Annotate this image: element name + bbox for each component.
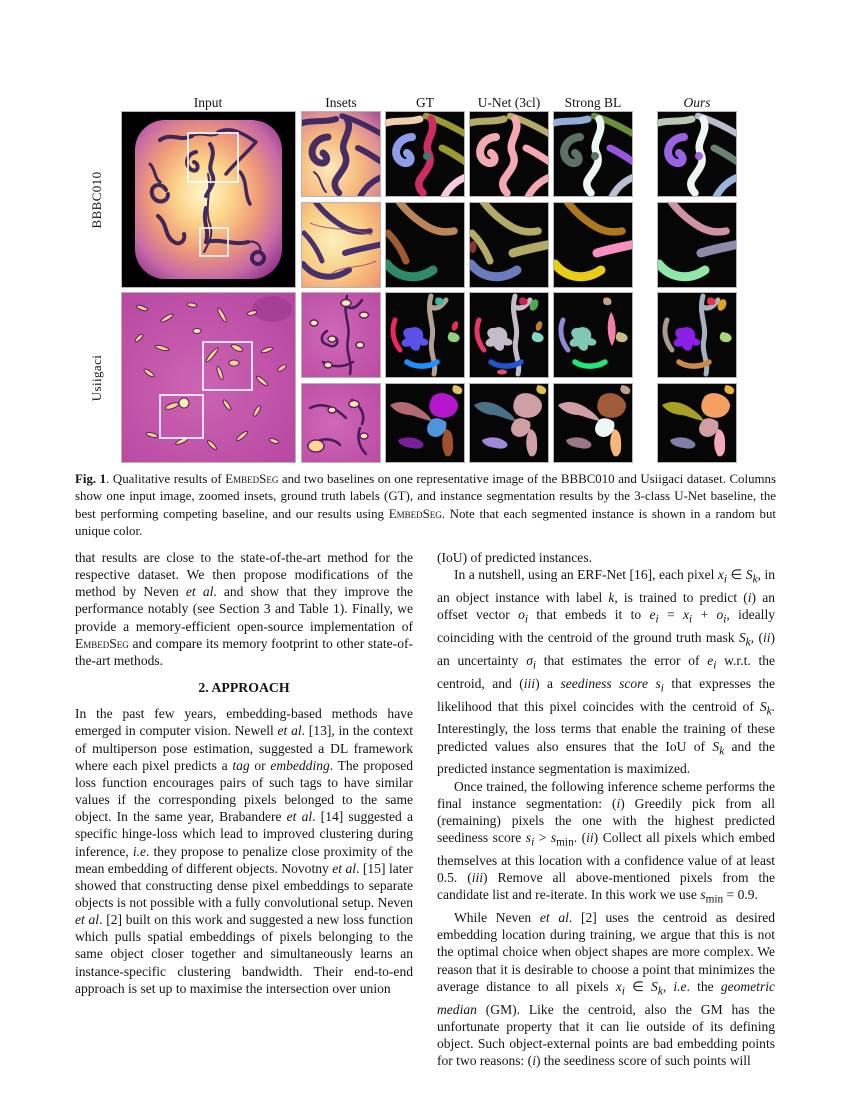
panel-ours-bbbc010-1: [658, 112, 736, 196]
panel-strong-bl-bbbc010-1: [554, 112, 632, 196]
panel-gt-bbbc010-1: [386, 112, 464, 196]
figure-row-label-usiigaci: Usiigaci: [89, 354, 104, 402]
panel-gt-usiigaci-2: [386, 384, 464, 462]
paragraph: (IoU) of predicted instances.: [437, 550, 592, 565]
panel-unet-usiigaci-1: [470, 293, 548, 377]
paragraph: While Neven et al. [2] uses the centroid as desired embedding location during training, we argue that this is not the optimal choice when object shapes are more complex. We reason that it is desirable to choose a point that minimizes the average distance to all pixels $x_i$ ∈ $S_k$, i.e. the geometric median (GM). Like the centroid, also the GM has the unfortunate property that it can lie outside of its defining object. Such object-external points are bad embedding points for two reasons: (i) the seediness score of such points will: [437, 910, 776, 1069]
panel-strong-bl-bbbc010-2: [554, 203, 632, 287]
paragraph: Once trained, the following inference scheme performs the final instance segmentation: (i) Greedily pick from all (remaining) pixels the one with the highest predicted seediness score $s_i > s_{min}$. (ii) Collect all pixels which embed themselves at this location with a confidence value of at least 0.5. (iii) Remove all above-mentioned pixels from the candidate list and re-iterate. In this work we use $s_{min} = 0.9$.: [437, 778, 775, 906]
panel-unet-bbbc010-2: [470, 203, 548, 287]
figure-caption: Fig. 1. Qualitative results of EmbedSeg and two baselines on one representative image of the BBBC010 and Usiigaci dataset. Columns show one input image, zoomed insets, ground truth labels (GT), and instance segmentation results by the 3-class U-Net baseline, the best performing competing baseline, and our results using EmbedSeg. Note that each segmented instance is shown in a random but unique color.: [75, 472, 777, 539]
panel-gt-bbbc010-2: [386, 203, 464, 287]
panel-ours-bbbc010-2: [658, 203, 736, 287]
panel-gt-usiigaci-1: [386, 293, 464, 377]
panel-ours-usiigaci-1: [658, 293, 736, 377]
paragraph: In a nutshell, using an ERF-Net [16], each pixel $x_i$ ∈ $S_k$, in an object instance with label k, is trained to predict (i) an offset vector $o_i$ that embeds it to $e_i = x_i + o_i$, ideally coinciding with the centroid of the ground truth mask $S_k$, (ii) an uncertainty $\sigma_i$ that estimates the error of $e_i$ w.r.t. the centroid, and (iii) a seediness score $s_i$ that expresses the likelihood that this pixel coincides with the centroid of $S_k$. Interestingly, the loss terms that enable the training of these predicted values also ensures that the IoU of $S_k$ and the predicted instance segmentation is maximized.: [437, 567, 776, 777]
inset-image-bbbc010-1: [302, 112, 380, 196]
panel-strong-bl-usiigaci-1: [554, 293, 632, 377]
figure-column-header-strong-bl: Strong BL: [564, 95, 622, 110]
figure-column-header-ours: Ours: [683, 95, 711, 110]
panel-unet-usiigaci-2: [470, 384, 548, 462]
figure-column-header-insets: Insets: [325, 95, 357, 110]
input-image-bbbc010: [122, 112, 295, 287]
paragraph: that results are close to the state-of-the-art method for the respective dataset. We then propose modifications of the method by Neven et al. and show that they improve the performance notably (see Section 3 and Table 1). Finally, we provide a memory-efficient open-source implementation of EmbedSeg and compare its memory footprint to other state-of-the-art methods.: [75, 550, 414, 668]
section-heading-approach: 2. APPROACH: [198, 680, 290, 696]
inset-image-bbbc010-2: [302, 203, 380, 287]
inset-image-usiigaci-1: [302, 293, 380, 377]
left-column: [75, 549, 413, 997]
figure-column-header-unet: U-Net (3cl): [477, 95, 541, 110]
figure-column-header-input: Input: [193, 95, 223, 110]
panel-ours-usiigaci-2: [658, 384, 736, 462]
right-column: [437, 549, 775, 1069]
paragraph: In the past few years, embedding-based methods have emerged in computer vision. Newell et al. [13], in the context of multiperson pose estimation, suggested a DL framework where each pixel predicts a tag or embedding. The proposed loss function encourages pairs of such tags to have similar values if the corresponding pixels belonged to the same object. In the same year, Brabandere et al. [14] suggested a specific hinge-loss which lead to improved clustering during inference, i.e. they propose to penalize close proximity of the mean embedding of different objects. Novotny et al. [15] later showed that constructing dense pixel embeddings to separate objects is not possible with a fully convolutional setup. Neven et al. [2] built on this work and suggested a new loss function which pulls spatial embeddings of pixels belonging to the same object closer together and simultaneously learns an instance-specific clustering bandwidth. Their end-to-end approach is set up to maximise the intersection over union: [75, 706, 414, 996]
figure-column-header-gt: GT: [416, 95, 434, 110]
panel-strong-bl-usiigaci-2: [554, 384, 632, 462]
input-image-usiigaci: [122, 293, 295, 462]
inset-image-usiigaci-2: [302, 384, 380, 462]
panel-unet-bbbc010-1: [470, 112, 548, 196]
figure-row-label-bbbc010: BBBC010: [89, 171, 104, 229]
